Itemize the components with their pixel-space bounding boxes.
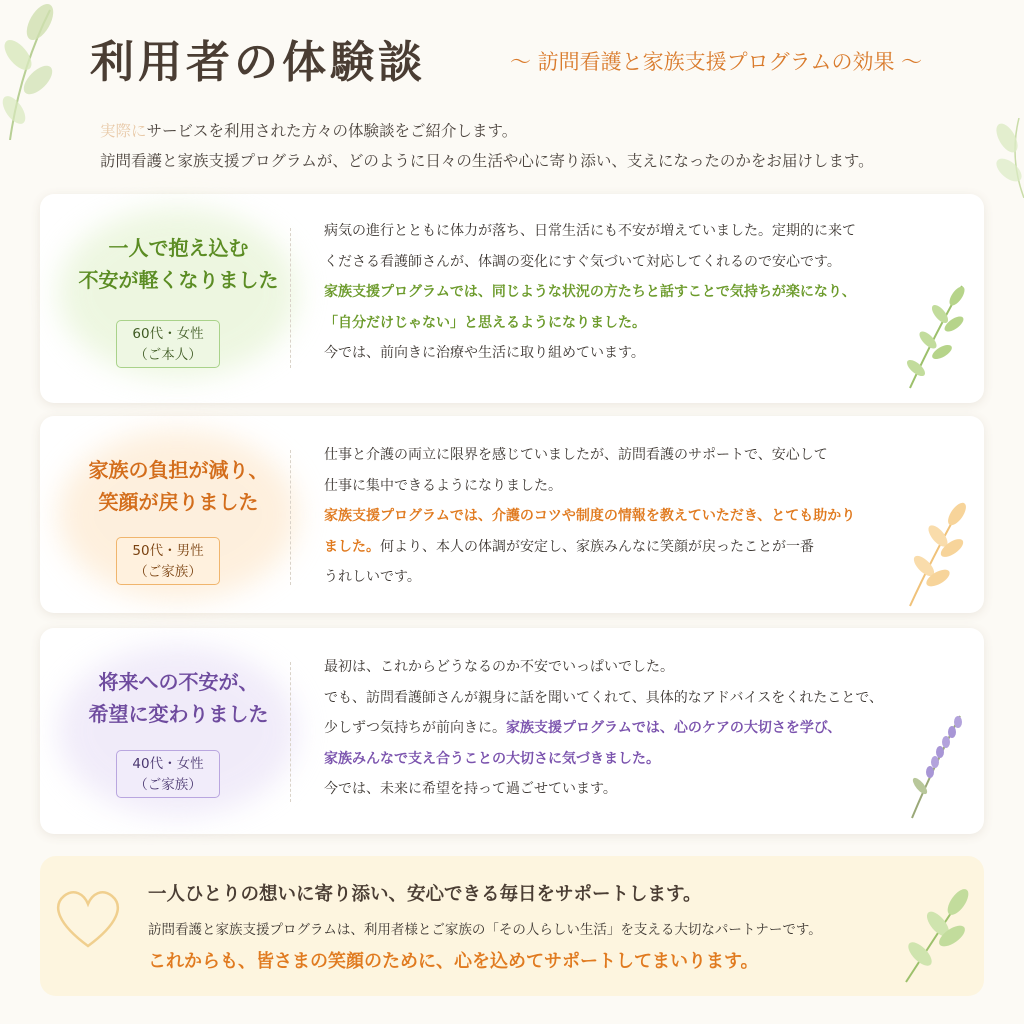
badge-age-gender: 50代・男性 — [132, 543, 204, 559]
headline-line-2: 笑顔が戻りました — [98, 490, 259, 514]
divider — [290, 662, 291, 802]
testimonial-card-3 — [40, 628, 984, 834]
footer-description: 訪問看護と家族支援プログラムは、利用者様とご家族の「その人らしい生活」を支える大切なパートナーです。 — [148, 922, 822, 938]
body-line: 病気の進行とともに体力が落ち、日常生活にも不安が増えていました。定期的に来て — [324, 223, 856, 239]
headline-line-1: 家族の負担が減り、 — [88, 458, 269, 482]
body-line-highlight: 家族支援プログラムでは、介護のコツや制度の情報を教えていただき、とても助かり — [324, 508, 856, 524]
body-line: 仕事と介護の両立に限界を感じていましたが、訪問看護のサポートで、安心して — [324, 447, 828, 463]
body-line-highlight: 「自分だけじゃない」と思えるようになりました。 — [324, 314, 646, 331]
intro-line-2: 訪問看護と家族支援プログラムが、どのように日々の生活や心に寄り添い、支えになったのかをお届けします。 — [100, 152, 874, 170]
page-title: 利用者の体験談 — [90, 37, 426, 88]
footer-message-box — [40, 856, 984, 996]
body-line-highlight: ました。 — [324, 538, 380, 555]
headline-line-1: 一人で抱え込む — [108, 236, 249, 260]
badge-role: （ご家族） — [134, 777, 202, 793]
testimonial-card-2 — [40, 416, 984, 613]
page-header — [90, 24, 990, 94]
body-line: うれしいです。 — [324, 569, 421, 585]
testimonial-headline — [56, 666, 301, 730]
testimonial-body — [324, 216, 944, 369]
body-line: 何より、本人の体調が安定し、家族みんなに笑顔が戻ったことが一番 — [380, 538, 814, 555]
body-line: 今では、前向きに治療や生活に取り組めています。 — [324, 345, 645, 361]
page-subtitle: 〜 訪問看護と家族支援プログラムの効果 〜 — [510, 50, 923, 74]
badge-role: （ご家族） — [134, 564, 202, 580]
body-line-highlight: 家族支援プログラムでは、心のケアの大切さを学び、 — [506, 720, 842, 736]
lavender-icon — [902, 710, 972, 820]
leaf-icon — [902, 498, 972, 608]
body-line-highlight: 家族支援プログラムでは、同じような状況の方たちと話すことで気持ちが楽になり、 — [324, 284, 856, 300]
intro-line-1-text: サービスを利用された方々の体験談をご紹介します。 — [146, 122, 518, 140]
badge-age-gender: 60代・女性 — [132, 326, 204, 342]
testimonial-body — [324, 440, 944, 593]
body-line: でも、訪問看護師さんが親身に話を聞いてくれて、具体的なアドバイスをくれたことで、 — [324, 689, 884, 706]
leaf-icon — [902, 280, 972, 390]
leaf-decoration-top-left-icon — [0, 0, 70, 140]
badge-role: （ご本人） — [134, 347, 202, 363]
testimonial-headline — [56, 454, 301, 518]
testimonial-headline — [56, 232, 301, 296]
intro-text — [100, 116, 1000, 176]
body-line-highlight: 家族みんなで支え合うことの大切さに気づきました。 — [324, 750, 660, 767]
headline-line-2: 不安が軽くなりました — [78, 268, 279, 292]
headline-line-2: 希望に変わりました — [88, 702, 269, 726]
footer-title: 一人ひとりの想いに寄り添い、安心できる毎日をサポートします。 — [148, 884, 702, 905]
leaf-icon — [896, 884, 976, 984]
intro-fade-text: 実際に — [100, 122, 147, 140]
body-line: 少しずつ気持ちが前向きに。 — [324, 720, 506, 736]
testimonial-body — [324, 652, 944, 805]
body-line: 今では、未来に希望を持って過ごせています。 — [324, 781, 617, 797]
body-line: 最初は、これからどうなるのか不安でいっぱいでした。 — [324, 659, 674, 675]
divider — [290, 228, 291, 368]
divider — [290, 450, 291, 585]
headline-line-1: 将来への不安が、 — [98, 670, 259, 694]
badge-age-gender: 40代・女性 — [132, 756, 204, 772]
profile-badge — [116, 537, 220, 585]
body-line: くださる看護師さんが、体調の変化にすぐ気づいて対応してくれるので安心です。 — [324, 253, 841, 270]
profile-badge — [116, 750, 220, 798]
testimonial-card-1 — [40, 194, 984, 403]
profile-badge — [116, 320, 220, 368]
heart-icon — [48, 876, 128, 956]
body-line: 仕事に集中できるようになりました。 — [324, 477, 562, 494]
footer-closing: これからも、皆さまの笑顔のために、心を込めてサポートしてまいります。 — [148, 951, 759, 972]
intro-line-1 — [100, 116, 1000, 146]
